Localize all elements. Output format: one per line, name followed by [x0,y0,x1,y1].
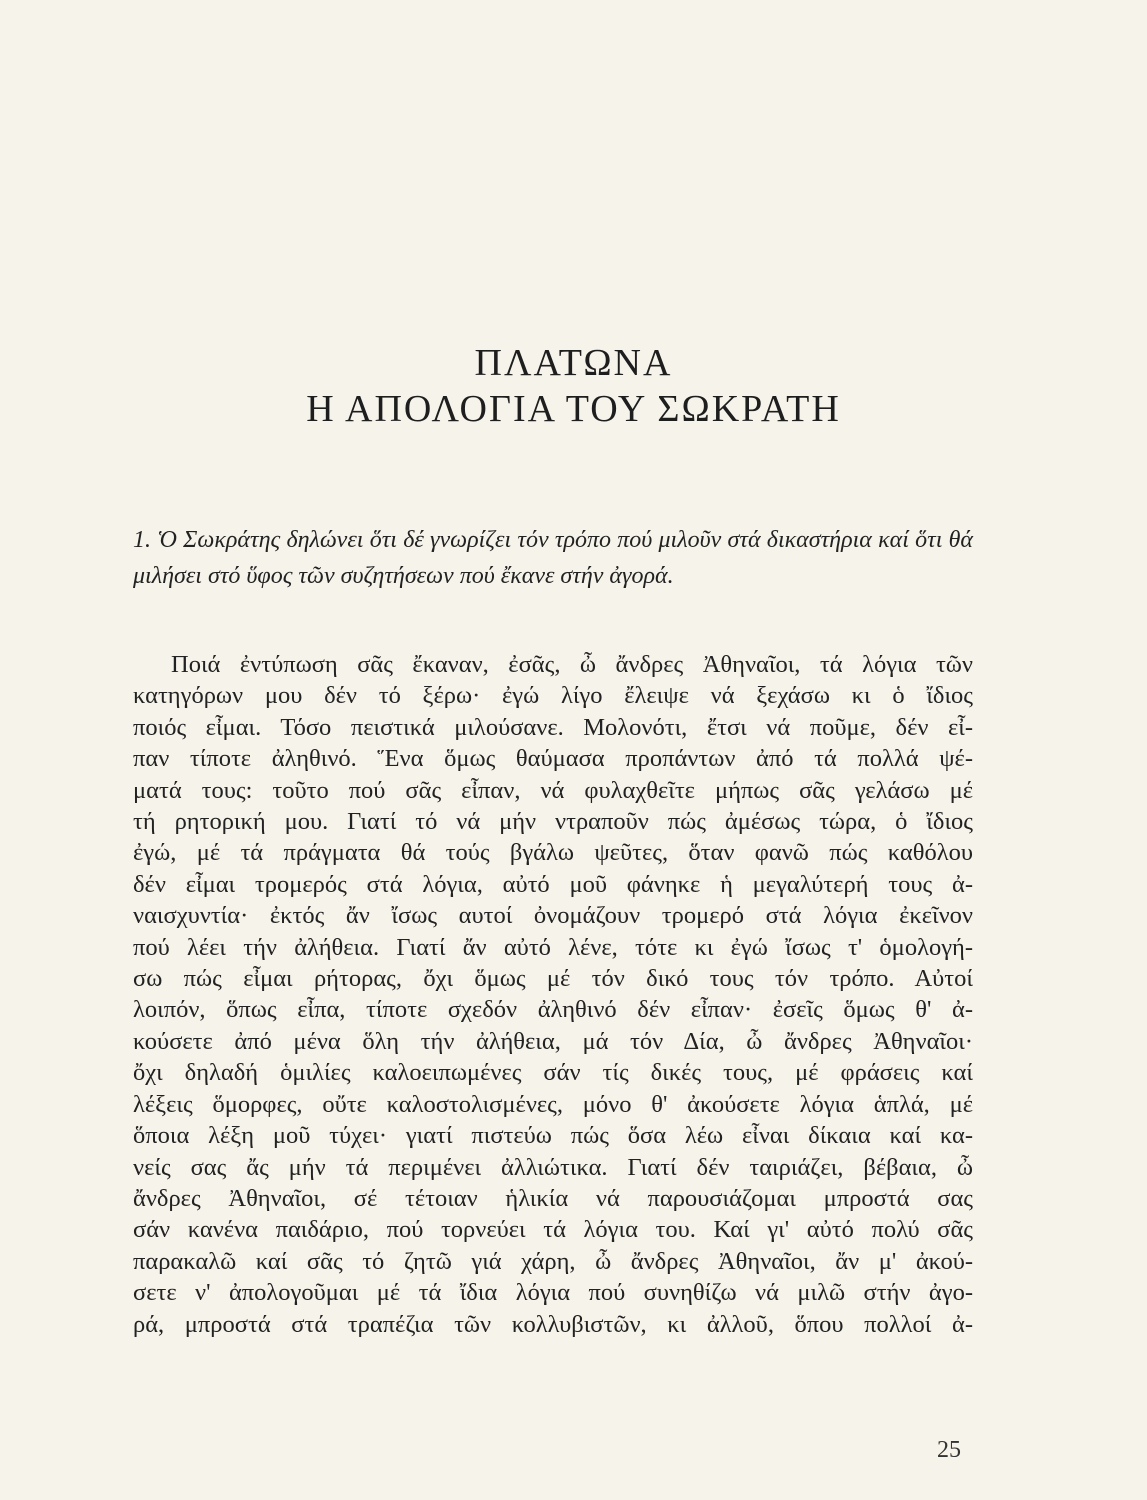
text-line: δέν εἶμαι τρομερός στά λόγια, αὐτό μοῦ φάνηκε ἡ μεγαλύτερή τους ἀ- [133,870,973,898]
text-line: ὅποια λέξη μοῦ τύχει· γιατί πιστεύω πώς ὅσα λέω εἶναι δίκαια καί κα- [133,1122,973,1150]
text-line: ποιός εἶμαι. Τόσο πειστικά μιλούσανε. Μολονότι, ἔτσι νά ποῦμε, δέν εἶ- [133,713,973,741]
page-title [0,340,1147,432]
text-line: κατηγόρων μου δέν τό ξέρω· ἐγώ λίγο ἔλειψε νά ξεχάσω κι ὁ ἴδιος [133,682,973,710]
text-line: ὄχι δηλαδή ὁμιλίες καλοειπωμένες σάν τίς δικές τους, μέ φράσεις καί [133,1059,973,1087]
text-line: ματά τους: τοῦτο πού σᾶς εἶπαν, νά φυλαχθεῖτε μήπως σᾶς γελάσω μέ [133,776,973,804]
text-line: Ποιά ἐντύπωση σᾶς ἔκαναν, ἐσᾶς, ὦ ἄνδρες Ἀθηναῖοι, τά λόγια τῶν [171,651,973,678]
text-line: πού λέει τήν ἀλήθεια. Γιατί ἄν αὐτό λένε, τότε κι ἐγώ ἴσως τ' ὁμολογή- [133,933,973,961]
text-line: παρακαλῶ καί σᾶς τό ζητῶ γιά χάρη, ὦ ἄνδρες Ἀθηναῖοι, ἄν μ' ἀκού- [133,1247,973,1275]
page-number: 25 [937,1437,961,1463]
text-line: ἐγώ, μέ τά πράγματα θά τούς βγάλω ψεῦτες, ὅταν φανῶ πώς καθόλου [133,839,973,867]
text-line: λοιπόν, ὅπως εἶπα, τίποτε σχεδόν ἀληθινό δέν εἶπαν· ἐσεῖς ὅμως θ' ἀ- [133,996,973,1024]
text-line: σετε ν' ἀπολογοῦμαι μέ τά ἴδια λόγια πού συνηθίζω νά μιλῶ στήν ἀγο- [133,1279,973,1307]
text-line: παν τίποτε ἀληθινό. Ἕνα ὅμως θαύμασα προπάντων ἀπό τά πολλά ψέ- [133,745,973,773]
text-line: ναισχυντία· ἐκτός ἄν ἴσως αυτοί ὀνομάζουν τρομερό στά λόγια ἐκεῖνον [133,902,973,930]
text-line: ἄνδρες Ἀθηναῖοι, σέ τέτοιαν ἡλικία νά παρουσιάζομαι μπροστά σας [133,1184,973,1212]
author-heading: ΠΛΑΤΩΝΑ [474,342,673,384]
section-intro: 1. Ὁ Σωκράτης δηλώνει ὅτι δέ γνωρίζει τόν τρόπο πού μιλοῦν στά δικαστήρια καί ὅτι θά μιλήσει στό ὕφος τῶν συζητήσεων πού ἔκανε στήν ἀγορά. [133,527,973,589]
text-line: κούσετε ἀπό μένα ὅλη τήν ἀλήθεια, μά τόν Δία, ὦ ἄνδρες Ἀθηναῖοι· [133,1027,973,1055]
text-line: ρά, μπροστά στά τραπέζια τῶν κολλυβιστῶν, κι ἀλλοῦ, ὅπου πολλοί ἀ- [133,1310,973,1338]
text-line: νείς σας ἄς μήν τά περιμένει ἀλλιώτικα. Γιατί δέν ταιριάζει, βέβαια, ὦ [133,1153,973,1181]
text-line: τή ρητορική μου. Γιατί τό νά μήν ντραποῦν πώς ἀμέσως τώρα, ὁ ἴδιος [133,808,973,836]
text-line: λέξεις ὅμορφες, οὔτε καλοστολισμένες, μόνο θ' ἀκούσετε λόγια ἁπλά, μέ [133,1090,973,1118]
text-line: σω πώς εἶμαι ρήτορας, ὄχι ὅμως μέ τόν δικό τους τόν τρόπο. Αὐτοί [133,965,973,993]
work-heading: Η ΑΠΟΛΟΓΙΑ ΤΟΥ ΣΩΚΡΑΤΗ [306,388,841,430]
text-line: σάν κανένα παιδάριο, πού τορνεύει τά λόγια του. Καί γι' αὐτό πολύ σᾶς [133,1216,973,1244]
body-text [133,649,973,1340]
